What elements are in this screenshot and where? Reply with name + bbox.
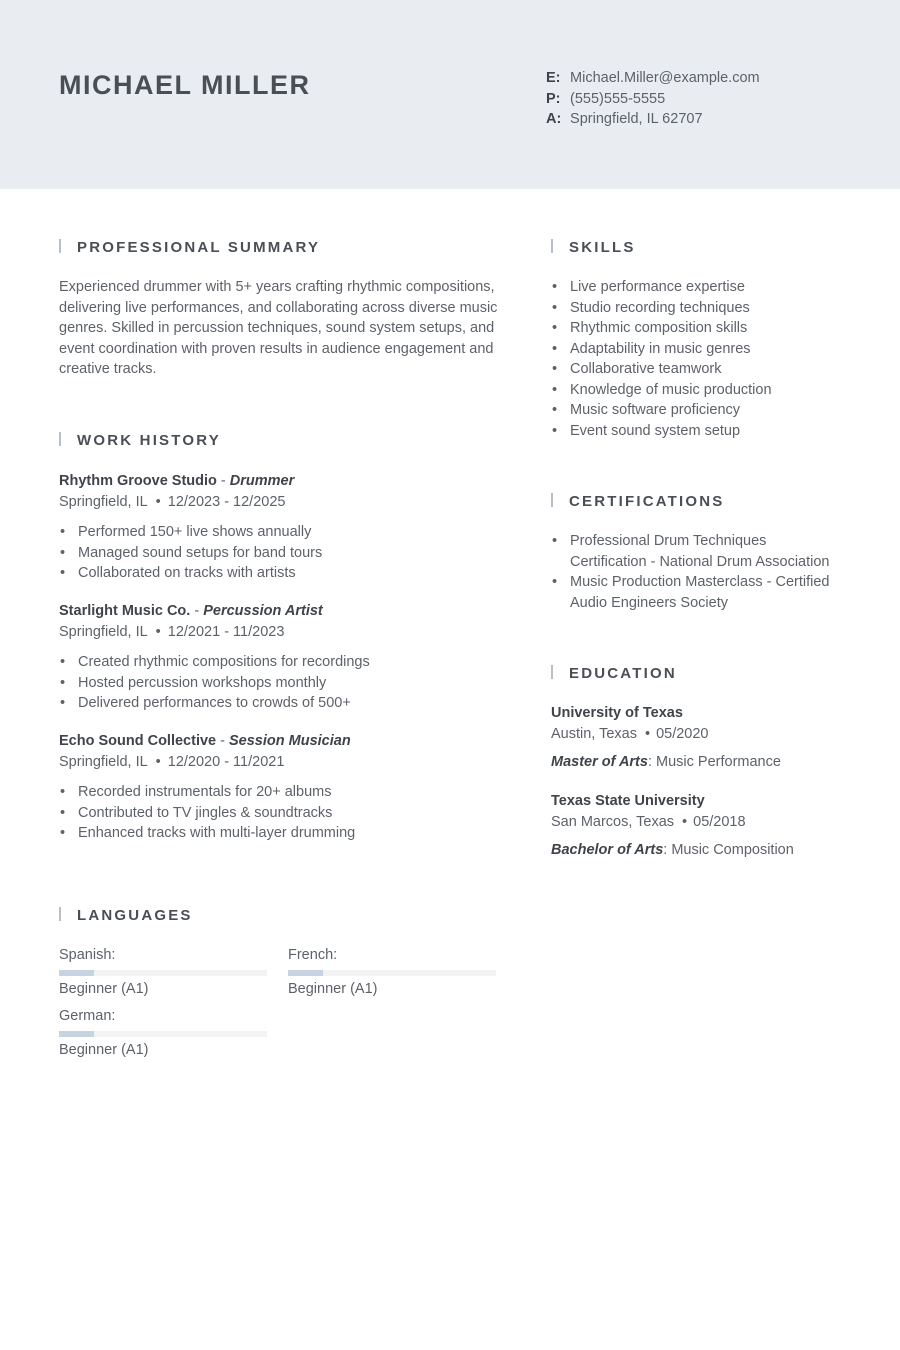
section-bar-decoration <box>59 907 61 921</box>
skill-item: • Studio recording techniques <box>551 298 871 319</box>
job-bullet: • Managed sound setups for band tours <box>59 543 509 564</box>
education-location: Austin, Texas <box>551 725 637 742</box>
summary-heading <box>59 238 320 258</box>
job-header <box>59 601 509 622</box>
skills-list <box>551 277 871 441</box>
education-entry <box>551 791 881 861</box>
language-proficiency-bar <box>288 970 496 976</box>
job-meta <box>59 622 509 643</box>
languages-heading-text: LANGUAGES <box>77 907 193 924</box>
summary-heading-text: PROFESSIONAL SUMMARY <box>77 239 321 256</box>
language-level: Beginner (A1) <box>59 980 149 997</box>
certification-item: • Professional Drum Techniques Certification - National Drum Association <box>551 531 841 572</box>
contact-email-key: E: <box>546 70 561 86</box>
contact-phone-key: P: <box>546 90 561 107</box>
language-name: Spanish: <box>59 947 116 963</box>
certifications-heading <box>551 492 725 512</box>
language-entry <box>59 945 267 999</box>
job-meta-dot: • <box>155 493 161 510</box>
education-heading-text: EDUCATION <box>569 665 677 682</box>
job-bullet: • Delivered performances to crowds of 500+ <box>59 693 509 714</box>
summary-text: Experienced drummer with 5+ years crafting rhythmic compositions, delivering live performances, and collaborating across diverse music genres. Skilled in percussion techniques, sound system setups, and event coordination with proven results in audience engagement and creative tracks. <box>59 279 498 377</box>
job-separator: - <box>216 473 230 489</box>
job-separator: - <box>216 733 229 749</box>
contact-address: Springfield, IL 62707 <box>570 111 703 127</box>
job-location: Springfield, IL <box>59 753 148 770</box>
language-name: French: <box>288 947 338 963</box>
certifications-heading-text: CERTIFICATIONS <box>569 493 725 510</box>
job-dates: 12/2023 - 12/2025 <box>167 493 286 510</box>
language-entry <box>288 945 496 999</box>
languages-heading <box>59 906 193 926</box>
section-bar-decoration <box>59 432 61 446</box>
job-bullet: • Recorded instrumentals for 20+ albums <box>59 782 509 803</box>
job-company: Rhythm Groove Studio <box>59 473 217 489</box>
language-proficiency-fill <box>288 970 323 976</box>
resume-header <box>0 0 900 189</box>
job-entry <box>59 601 509 714</box>
job-company: Starlight Music Co. <box>59 603 191 619</box>
language-proficiency-fill <box>59 1031 94 1037</box>
language-entry <box>59 1006 267 1060</box>
education-degree-line <box>551 840 881 861</box>
education-date: 05/2020 <box>656 725 709 742</box>
job-separator: - <box>190 603 204 619</box>
education-field: : Music Composition <box>663 842 794 858</box>
job-location: Springfield, IL <box>59 623 148 640</box>
education-school: Texas State University <box>551 793 705 809</box>
job-meta <box>59 492 509 513</box>
skill-item: • Music software proficiency <box>551 400 871 421</box>
contact-address-row <box>546 109 760 130</box>
job-meta-dot: • <box>155 753 161 770</box>
section-bar-decoration <box>551 493 553 507</box>
skill-item: • Knowledge of music production <box>551 380 871 401</box>
education-meta-dot: • <box>682 813 688 830</box>
job-bullet: • Performed 150+ live shows annually <box>59 522 509 543</box>
job-bullet: • Hosted percussion workshops monthly <box>59 673 509 694</box>
skills-heading-text: SKILLS <box>569 239 636 256</box>
section-bar-decoration <box>551 665 553 679</box>
skill-item: • Event sound system setup <box>551 421 871 442</box>
job-company: Echo Sound Collective <box>59 733 217 749</box>
education-field: : Music Performance <box>647 754 781 770</box>
education-school: University of Texas <box>551 705 683 721</box>
contact-address-key: A: <box>546 111 562 127</box>
education-degree: Bachelor of Arts <box>551 842 664 858</box>
job-header <box>59 471 509 492</box>
language-level: Beginner (A1) <box>59 1041 149 1058</box>
job-title: Percussion Artist <box>203 603 323 619</box>
job-bullet: • Contributed to TV jingles & soundtracks <box>59 803 509 824</box>
contact-phone-row <box>546 89 760 110</box>
skill-item: • Live performance expertise <box>551 277 871 298</box>
certification-item: • Music Production Masterclass - Certified Audio Engineers Society <box>551 572 841 613</box>
job-meta <box>59 752 509 773</box>
education-meta-dot: • <box>644 725 651 742</box>
job-entry <box>59 471 509 584</box>
job-title: Drummer <box>229 473 295 489</box>
job-meta-dot: • <box>155 623 161 640</box>
job-title: Session Musician <box>229 733 351 749</box>
education-meta <box>551 812 881 833</box>
job-dates: 12/2021 - 11/2023 <box>167 623 285 640</box>
section-bar-decoration <box>551 239 553 253</box>
contact-email[interactable]: Michael.Miller@example.com <box>570 70 760 86</box>
language-proficiency-bar <box>59 1031 267 1037</box>
job-bullet: • Created rhythmic compositions for recordings <box>59 652 509 673</box>
language-proficiency-fill <box>59 970 94 976</box>
job-bullets <box>59 522 509 584</box>
certifications-list <box>551 531 841 613</box>
contact-phone[interactable]: (555)555-5555 <box>570 90 666 107</box>
work-history-heading-text: WORK HISTORY <box>77 432 221 449</box>
language-level: Beginner (A1) <box>288 980 378 997</box>
contact-info <box>546 68 760 130</box>
job-bullet: • Collaborated on tracks with artists <box>59 563 509 584</box>
job-bullets <box>59 652 509 714</box>
skills-heading <box>551 238 636 258</box>
job-header <box>59 731 509 752</box>
education-degree-line <box>551 752 881 773</box>
contact-email-row <box>546 68 760 89</box>
language-proficiency-bar <box>59 970 267 976</box>
skill-item: • Collaborative teamwork <box>551 359 871 380</box>
section-bar-decoration <box>59 239 61 253</box>
job-location: Springfield, IL <box>59 493 148 510</box>
candidate-name: MICHAEL MILLER <box>59 70 311 100</box>
education-location: San Marcos, Texas <box>551 813 675 830</box>
job-bullet: • Enhanced tracks with multi-layer drumming <box>59 823 509 844</box>
education-date: 05/2018 <box>693 813 746 830</box>
skill-item: • Rhythmic composition skills <box>551 318 871 339</box>
job-dates: 12/2020 - 11/2021 <box>167 753 285 770</box>
education-degree: Master of Arts <box>551 754 648 770</box>
education-heading <box>551 664 677 684</box>
education-meta <box>551 724 881 745</box>
education-entry <box>551 703 881 773</box>
work-history-heading <box>59 431 221 451</box>
skill-item: • Adaptability in music genres <box>551 339 871 360</box>
language-name: German: <box>59 1008 116 1024</box>
job-entry <box>59 731 509 844</box>
job-bullets <box>59 782 509 844</box>
